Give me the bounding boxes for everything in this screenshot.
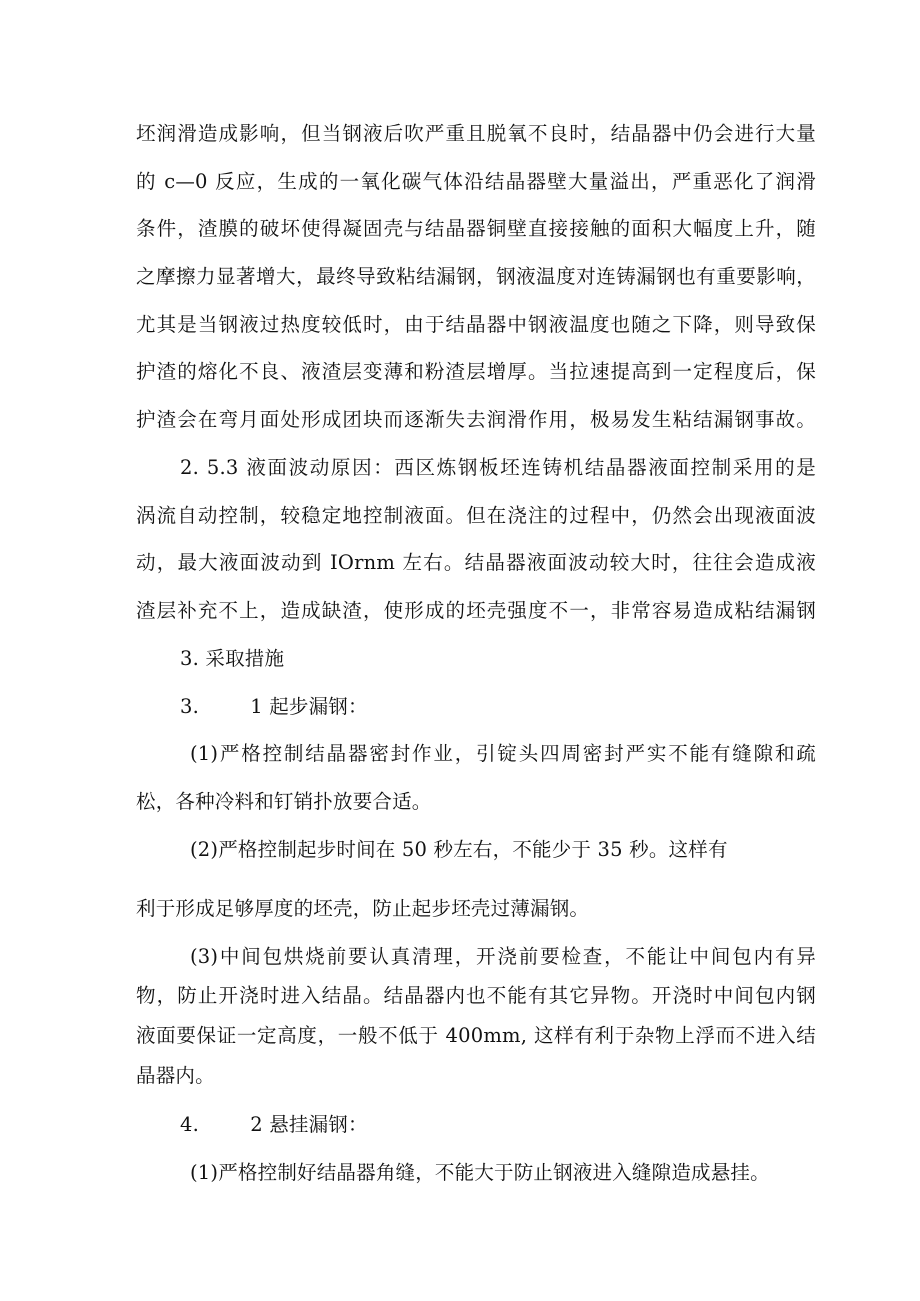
list-item-line: 物，防止开浇时进入结晶。结晶器内也不能有其它异物。开浇时中间包内钢 bbox=[136, 984, 816, 1007]
list-item-line: (1)严格控制好结晶器角缝，不能大于防止钢液进入缝隙造成悬挂。 bbox=[190, 1161, 770, 1184]
paragraph-line: 坯润滑造成影响，但当钢液后吹严重且脱氧不良时，结晶器中仍会进行大量 bbox=[136, 122, 816, 145]
list-item-line: (1)严格控制结晶器密封作业，引锭头四周密封严实不能有缝隙和疏 bbox=[190, 742, 816, 765]
list-item-line: 利于形成足够厚度的坯壳，防止起步坯壳过薄漏钢。 bbox=[136, 897, 590, 920]
paragraph-line: 动，最大液面波动到 IOrnm 左右。结晶器液面波动较大时，往往会造成液 bbox=[136, 551, 816, 574]
subsection-heading: 3. 1 起步漏钢： bbox=[180, 695, 368, 718]
paragraph-line: 护渣会在弯月面处形成团块而逐渐失去润滑作用，极易发生粘结漏钢事故。 bbox=[136, 408, 816, 431]
paragraph-line: 尤其是当钢液过热度较低时，由于结晶器中钢液温度也随之下降，则导致保 bbox=[136, 313, 816, 336]
subsection-heading: 4. 2 悬挂漏钢： bbox=[180, 1113, 368, 1136]
list-item-line: (2)严格控制起步时间在 50 秒左右，不能少于 35 秒。这样有 bbox=[190, 838, 728, 861]
section-heading-line: 2. 5.3 液面波动原因：西区炼钢板坯连铸机结晶器液面控制采用的是 bbox=[180, 456, 816, 479]
paragraph-line: 护渣的熔化不良、液渣层变薄和粉渣层增厚。当拉速提高到一定程度后，保 bbox=[136, 360, 816, 383]
paragraph-line: 涡流自动控制，较稳定地控制液面。但在浇注的过程中，仍然会出现液面波 bbox=[136, 504, 816, 527]
list-item-line: 液面要保证一定高度，一般不低于 400mm, 这样有利于杂物上浮而不进入结 bbox=[136, 1024, 816, 1047]
list-item-line: 晶器内。 bbox=[136, 1064, 215, 1087]
list-item-line: 松，各种冷料和钉销扑放要合适。 bbox=[136, 790, 432, 813]
paragraph-line: 的 c—0 反应，生成的一氧化碳气体沿结晶器壁大量溢出，严重恶化了润滑 bbox=[136, 170, 816, 193]
section-heading: 3. 采取措施 bbox=[180, 647, 285, 670]
paragraph-line: 条件，渣膜的破坏使得凝固壳与结晶器铜壁直接接触的面积大幅度上升，随 bbox=[136, 217, 816, 240]
paragraph-line: 渣层补充不上，造成缺渣，使形成的坯壳强度不一，非常容易造成粘结漏钢 bbox=[136, 599, 816, 622]
paragraph-line: 之摩擦力显著增大，最终导致粘结漏钢，钢液温度对连铸漏钢也有重要影响， bbox=[136, 265, 816, 288]
list-item-line: (3)中间包烘烧前要认真清理，开浇前要检查，不能让中间包内有异 bbox=[190, 945, 816, 968]
